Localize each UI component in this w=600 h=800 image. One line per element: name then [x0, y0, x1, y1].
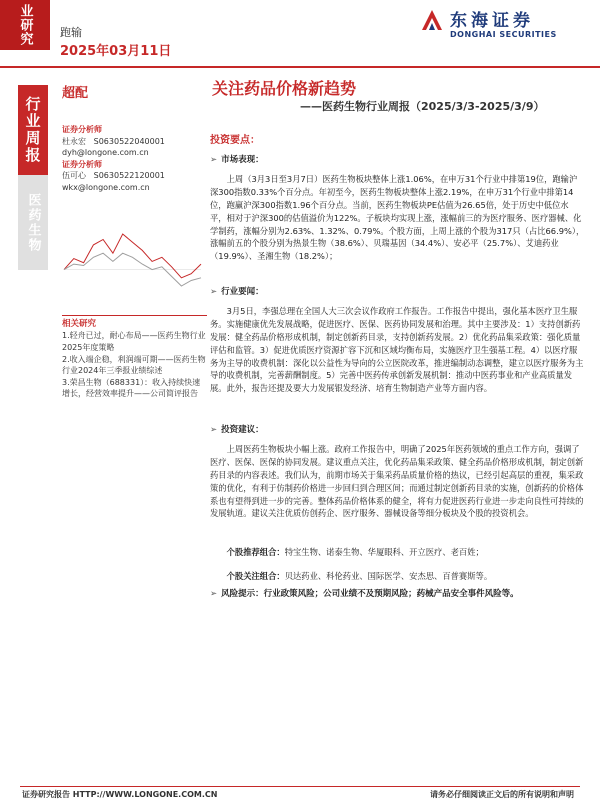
industry-performance: 跑输 — [60, 26, 82, 39]
portfolio-watch — [210, 570, 585, 583]
portfolio-value: 贝达药业、科伦药业、国际医学、安杰思、百普赛斯等。 — [284, 571, 493, 581]
company-logo — [420, 6, 590, 46]
rating: 超配 — [62, 86, 89, 101]
report-date: 2025年03月11日 — [60, 44, 172, 59]
report-category-tag: 行业周报 — [18, 85, 48, 175]
analyst-name: 伍可心 — [62, 171, 86, 181]
section-heading: ➢ 市场表现： — [210, 155, 264, 165]
related-item[interactable]: 2.收入端企稳，利润端可期——医药生物行业2024年三季报业绩综述 — [62, 354, 206, 376]
section-news — [210, 286, 585, 395]
sector-tag: 医药生物 — [18, 175, 48, 270]
section-body: 上周（3月3日至3月7日）医药生物板块整体上涨1.06%，在申万31个行业中排第19位，跑输沪深300指数0.33%个百分点。年初至今，医药生物板块整体上涨2.19%，在申万31个行业中排第14位，跑赢沪深300指数1.96个百分点。当前，医药生物板块PE估值为26.65倍，处于历史中低位水平，相对于沪深300的估值溢价为122%。子板块均实现上涨，涨幅前三的为医疗服务、医疗器械、化学制药，涨幅分别为2.63%、1.32%、0.79%。个股方面，上周上涨的个股为317只（占比66.9%），涨幅前五的个股分别为热景生物（38.6%）、贝瑞基因（34.4%）、安必平（25.7%）、艾迪药业（19.9%）、圣湘生物（18.2%）； — [210, 174, 585, 262]
portfolio-label: 个股关注组合： — [226, 571, 285, 581]
risk-heading: 风险提示： — [221, 589, 264, 599]
report-title: 关注药品价格新趋势 — [212, 79, 357, 98]
section-heading: ➢ 行业要闻： — [210, 287, 264, 297]
bullet-arrow-icon: ➢ — [210, 287, 218, 297]
related-item[interactable]: 3.荣昌生物（688331）：收入持续快速增长，经营效率提升——公司简评报告 — [62, 377, 201, 399]
bullet-arrow-icon: ➢ — [210, 589, 218, 599]
related-research — [62, 318, 207, 400]
analyst-name: 杜永宏 — [62, 136, 86, 146]
section-market — [210, 154, 585, 263]
analyst-role: 证券分析师 — [62, 125, 102, 134]
header-divider — [0, 66, 600, 68]
key-points-heading: 投资要点： — [210, 135, 260, 146]
sector-performance-chart — [60, 230, 205, 290]
analyst-email[interactable]: wkx@longone.com.cn — [62, 182, 150, 192]
section-body: 上周医药生物板块小幅上涨。政府工作报告中，明确了2025年医药领域的重点工作方向，强调了医疗、医保、医保的协同发展。建议重点关注，优化药品集采政策、健全药品价格形成机制，制定创新药目录的内容表述。我们认为，前期市场关于集采药品质量价格的热议，已经引起高层的重视，集采政策的优化，有利于仿制药价格进一步回归到合理区间；而通过制定创新药目录的实施，创新药的价格体系也有望得到进一步的完善。整体药品价格体系的健全，将有力促进医药行业进一步走向良性可持续的发展轨道。建议关注优质仿创药企、医疗服务、器械设备等细分板块及个股的投资机会。 — [210, 444, 584, 519]
analyst-block — [62, 124, 207, 194]
risk-body: 行业政策风险；公司业绩不及预期风险；药械产品安全事件风险等。 — [263, 589, 519, 599]
portfolio-value: 特宝生物、诺泰生物、华厦眼科、开立医疗、老百姓； — [284, 547, 484, 557]
section-advice — [210, 424, 585, 520]
portfolio-label: 个股推荐组合： — [226, 547, 285, 557]
report-subtitle: ——医药生物行业周报（2025/3/3-2025/3/9） — [300, 100, 545, 113]
related-title: 相关研究 — [62, 319, 97, 329]
related-item[interactable]: 1.轻舟已过，耐心布局——医药生物行业2025年度策略 — [62, 331, 206, 352]
section-body: 3月5日，李强总理在全国人大三次会议作政府工作报告。工作报告中提出，强化基本医疗卫生服务。实施健康优先发展战略，促进医疗、医保、医药协同发展和治理。其中主要涉及：1）支持创新药发展：健全药品价格形成机制，制定创新药目录，支持创新药发展。2）优化药品集采政策：强化质量评估和监管。3）促进优质医疗资源扩容下沉和区域均衡布局，实施医疗卫生强基工程。4）以医疗服务为主导的收费机制：深化以公益性为导向的公立医院改革，推进编制动态调整，建立以医疗服务为主导的收费机制，完善薪酬制度。5）完善中医药传承创新发展机制：推动中医药事业和产业高质量发展。此外，报告还提及要大力发展银发经济、培育生物制造产业等方面内容。 — [210, 306, 584, 394]
chart-series-line-1 — [64, 234, 201, 278]
footer-website[interactable]: 证券研究报告 HTTP://WWW.LONGONE.COM.CN — [22, 790, 218, 799]
analyst-id: S0630522040001 — [93, 136, 165, 146]
analyst-info — [62, 136, 207, 148]
portfolio-recommend — [210, 546, 585, 559]
bullet-arrow-icon: ➢ — [210, 155, 218, 165]
logo-chinese-name: 东海证券 — [450, 11, 534, 31]
analyst-role: 证券分析师 — [62, 159, 102, 169]
analyst-email[interactable]: dyh@longone.com.cn — [62, 148, 149, 158]
footer-disclaimer: 请务必仔细阅读正文后的所有说明和声明 — [430, 790, 574, 799]
analyst-id: S0630522120001 — [93, 171, 165, 181]
section-heading: ➢ 投资建议： — [210, 425, 264, 435]
logo-english-name: DONGHAI SECURITIES — [450, 30, 557, 39]
analyst-info — [62, 170, 207, 182]
risk-warning — [210, 588, 585, 601]
footer-divider — [20, 786, 580, 787]
logo-mark-icon — [420, 8, 444, 32]
related-divider — [62, 315, 207, 316]
report-type-tag: 业研究 — [0, 0, 50, 50]
bullet-arrow-icon: ➢ — [210, 425, 218, 435]
